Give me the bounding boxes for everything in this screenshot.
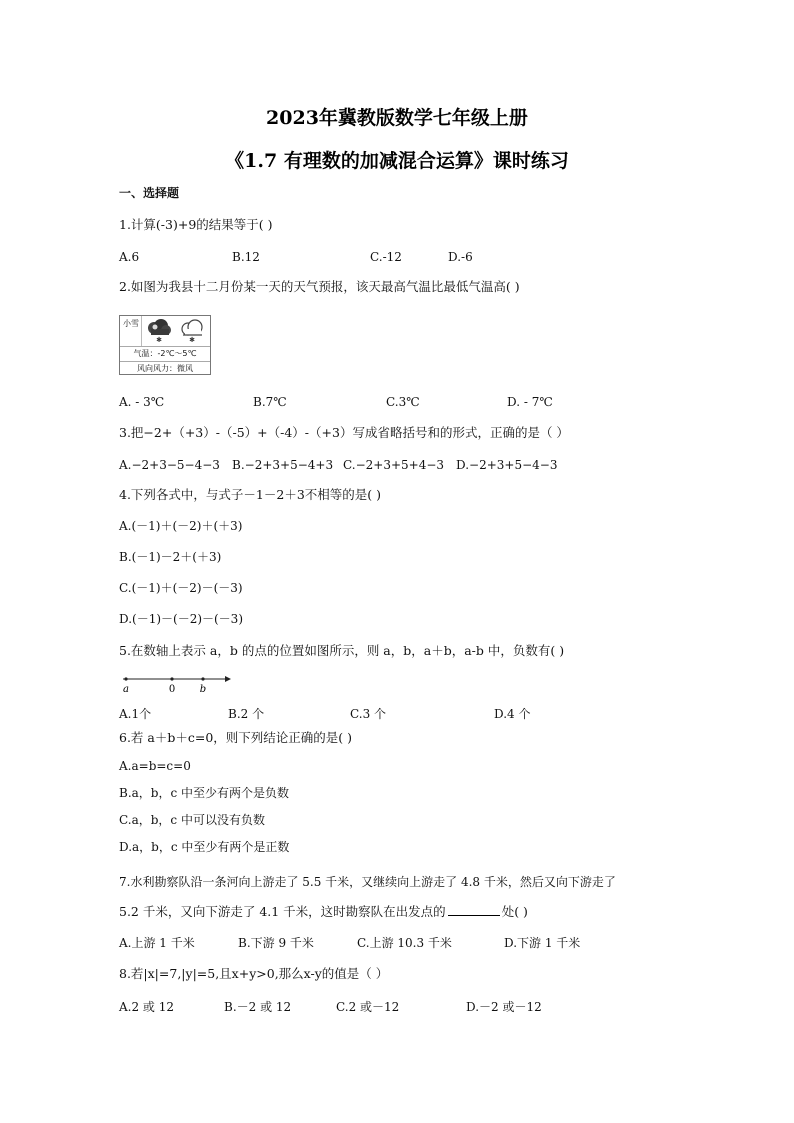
q7-option-b: B.下游 9 千米 xyxy=(238,936,314,950)
q6-option-b: B.a，b，c 中至少有两个是负数 xyxy=(119,786,290,800)
question-4-stem: 4.下列各式中，与式子－1－2＋3不相等的是( ) xyxy=(119,487,382,502)
number-line-label-b: b xyxy=(199,684,207,695)
q5-option-c: C.3 个 xyxy=(350,707,387,721)
q7-option-d: D.下游 1 千米 xyxy=(504,936,581,950)
q1-option-b: B.12 xyxy=(232,250,260,264)
q4-option-d: D.(－1)－(－2)－(－3) xyxy=(119,612,244,626)
q8-option-b: B.－2 或 12 xyxy=(224,1000,292,1014)
q2-option-b: B.7℃ xyxy=(253,395,287,409)
answer-blank xyxy=(448,905,500,916)
q4-option-a: A.(－1)＋(－2)＋(＋3) xyxy=(119,519,243,533)
weather-temperature: 气温：-2℃～5℃ xyxy=(120,347,210,362)
question-7-stem-line2 xyxy=(119,904,528,920)
q3-option-c: C.−2+3+5+4−3 xyxy=(343,458,445,472)
section-heading: 一、选择题 xyxy=(119,186,180,200)
q6-option-a: A.a=b=c=0 xyxy=(119,759,191,773)
document-subtitle: 《1.7 有理数的加减混合运算》课时练习 xyxy=(225,150,569,172)
number-line-figure xyxy=(119,673,234,699)
q4-option-b: B.(－1)－2＋(＋3) xyxy=(119,550,222,564)
weather-forecast-figure xyxy=(119,315,211,375)
q8-option-d: D.－2 或－12 xyxy=(466,1000,542,1014)
svg-text:✱: ✱ xyxy=(189,336,195,344)
question-7-stem-line1: 7.水利勘察队沿一条河向上游走了 5.5 千米，又继续向上游走了 4.8 千米，然后又向下游走了 xyxy=(119,875,616,889)
q7-option-c: C.上游 10.3 千米 xyxy=(357,936,452,950)
weather-condition-label: 小雪 xyxy=(123,319,139,328)
q5-option-d: D.4 个 xyxy=(494,707,531,721)
question-1-stem: 1.计算(-3)+9的结果等于( ) xyxy=(119,217,273,232)
q2-option-a: A. - 3℃ xyxy=(119,395,165,409)
q2-option-c: C.3℃ xyxy=(386,395,420,409)
question-2-stem: 2.如图为我县十二月份某一天的天气预报，该天最高气温比最低气温高( ) xyxy=(119,279,520,294)
q5-option-a: A.1个 xyxy=(119,707,152,721)
question-6-stem: 6.若 a＋b＋c=0，则下列结论正确的是( ) xyxy=(119,730,353,745)
question-8-stem: 8.若|x|=7,|y|=5,且x+y>0,那么x-y的值是（ ） xyxy=(119,966,389,981)
q5-option-b: B.2 个 xyxy=(228,707,265,721)
weather-wind: 风向风力：微风 xyxy=(137,364,193,373)
q1-option-c: C.-12 xyxy=(370,250,402,264)
q3-option-d: D.−2+3+5−4−3 xyxy=(456,458,558,472)
q4-option-c: C.(－1)＋(－2)－(－3) xyxy=(119,581,243,595)
q3-option-b: B.−2+3+5−4+3 xyxy=(232,458,334,472)
question-3-stem: 3.把−2+（+3）-（-5）+（-4）-（+3）写成省略括号和的形式，正确的是（ ） xyxy=(119,425,569,440)
q6-option-d: D.a，b，c 中至少有两个是正数 xyxy=(119,840,290,854)
q2-option-d: D. - 7℃ xyxy=(507,395,553,409)
svg-text:✱: ✱ xyxy=(156,336,162,344)
weather-divider xyxy=(141,316,142,346)
q8-option-c: C.2 或－12 xyxy=(336,1000,400,1014)
question-5-stem: 5.在数轴上表示 a，b 的点的位置如图所示，则 a，b，a＋b，a-b 中，负数有( ) xyxy=(119,643,565,658)
q3-option-a: A.−2+3−5−4−3 xyxy=(119,458,220,472)
q7-option-a: A.上游 1 千米 xyxy=(119,936,195,950)
q8-option-a: A.2 或 12 xyxy=(119,1000,175,1014)
question-7-stem-part2: 处( ) xyxy=(501,904,528,919)
snow-cloud-icon xyxy=(178,318,206,348)
q6-option-c: C.a，b，c 中可以没有负数 xyxy=(119,813,265,827)
number-line-label-zero: 0 xyxy=(168,684,176,695)
q1-option-d: D.-6 xyxy=(448,250,473,264)
q1-option-a: A.6 xyxy=(119,250,140,264)
document-title: 2023年冀教版数学七年级上册 xyxy=(266,107,528,129)
snow-cloud-icon xyxy=(145,318,173,348)
question-7-stem-part1: 5.2 千米，又向下游走了 4.1 千米，这时勘察队在出发点的 xyxy=(119,904,446,919)
number-line-label-a: a xyxy=(123,684,129,695)
